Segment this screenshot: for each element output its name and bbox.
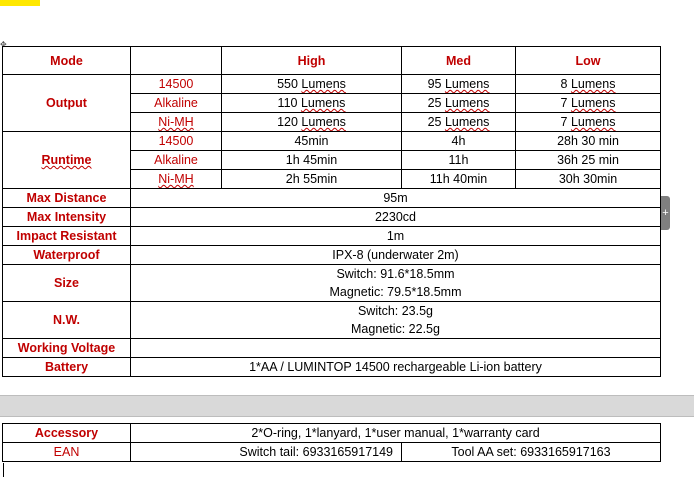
- output-low-cell: [516, 94, 661, 113]
- output-low-value: 7 Lumens: [560, 115, 616, 129]
- table-row: [3, 358, 661, 377]
- output-med-cell: [402, 75, 516, 94]
- ean-label: EAN: [3, 443, 131, 462]
- output-high-cell: [222, 113, 402, 132]
- output-low-cell: [516, 113, 661, 132]
- size-label: Size: [3, 265, 131, 302]
- table-move-handle-icon[interactable]: ✥: [0, 40, 7, 49]
- runtime-label: Runtime: [41, 153, 92, 167]
- unit-word: Lumens: [444, 96, 490, 110]
- table-row: [3, 302, 661, 339]
- output-high-cell: [222, 94, 402, 113]
- unit-word: Lumens: [570, 115, 616, 129]
- runtime-med-cell: 11h: [402, 151, 516, 170]
- runtime-label-cell: [3, 132, 131, 189]
- add-column-tab[interactable]: +: [661, 196, 670, 230]
- runtime-type-value: Ni-MH: [158, 172, 194, 186]
- nw-label: N.W.: [3, 302, 131, 339]
- runtime-med-cell: 11h 40min: [402, 170, 516, 189]
- unit-word: Lumens: [444, 115, 490, 129]
- runtime-low-cell: 36h 25 min: [516, 151, 661, 170]
- max-distance-label: Max Distance: [3, 189, 131, 208]
- output-med-value: 25 Lumens: [427, 96, 490, 110]
- output-high-cell: [222, 75, 402, 94]
- runtime-type-cell: 14500: [131, 132, 222, 151]
- mode-header: Mode: [3, 47, 131, 75]
- runtime-high-cell: 45min: [222, 132, 402, 151]
- size-value-cell: [131, 265, 661, 302]
- page-break-band: [0, 395, 694, 417]
- max-intensity-value: 2230cd: [131, 208, 661, 227]
- output-low-cell: [516, 75, 661, 94]
- output-med-cell: [402, 94, 516, 113]
- max-distance-value: 95m: [131, 189, 661, 208]
- accessory-value: 2*O-ring, 1*lanyard, 1*user manual, 1*warranty card: [131, 424, 661, 443]
- unit-word: Lumens: [301, 115, 346, 129]
- med-header: Med: [402, 47, 516, 75]
- low-header: Low: [516, 47, 661, 75]
- unit-word: Lumens: [444, 77, 490, 91]
- table-row: [3, 132, 661, 151]
- table-row: [3, 75, 661, 94]
- output-high-value: 120 Lumens: [277, 115, 346, 129]
- voltage-label: Working Voltage: [3, 339, 131, 358]
- high-header: High: [222, 47, 402, 75]
- output-low-value: 8 Lumens: [560, 77, 616, 91]
- output-med-value: 25 Lumens: [427, 115, 490, 129]
- output-type-cell: Alkaline: [131, 94, 222, 113]
- unit-word: Lumens: [300, 96, 346, 110]
- output-high-value: 110 Lumens: [277, 96, 346, 110]
- unit-word: Lumens: [570, 77, 616, 91]
- size-magnetic-value: Magnetic: 79.5*18.5mm: [329, 285, 462, 299]
- unit-word: Lumens: [570, 96, 616, 110]
- table-row: [3, 443, 661, 462]
- runtime-high-cell: 1h 45min: [222, 151, 402, 170]
- voltage-value: [131, 339, 661, 358]
- table-row: [3, 424, 661, 443]
- table-row: [3, 189, 661, 208]
- impact-label: Impact Resistant: [3, 227, 131, 246]
- spec-table: [2, 46, 661, 377]
- unit-word: Lumens: [301, 77, 346, 91]
- waterproof-value: IPX-8 (underwater 2m): [131, 246, 661, 265]
- table-row: [3, 339, 661, 358]
- table-row: [3, 208, 661, 227]
- text-cursor: [3, 463, 4, 477]
- header-row: [3, 47, 661, 75]
- table-row: [3, 227, 661, 246]
- nw-switch-value: Switch: 23.5g: [357, 304, 434, 318]
- runtime-med-cell: 4h: [402, 132, 516, 151]
- accessory-table: [2, 423, 661, 462]
- nw-magnetic-value: Magnetic: 22.5g: [351, 322, 440, 336]
- ean-tool-value: Tool AA set: 6933165917163: [402, 443, 661, 462]
- output-high-value: 550 Lumens: [277, 77, 346, 91]
- table-row: [3, 265, 661, 302]
- ean-switch-value: Switch tail: 6933165917149: [131, 443, 402, 462]
- output-type-cell: 14500: [131, 75, 222, 94]
- battery-label: Battery: [3, 358, 131, 377]
- max-intensity-label: Max Intensity: [3, 208, 131, 227]
- runtime-low-cell: 30h 30min: [516, 170, 661, 189]
- highlight-mark: [0, 0, 40, 6]
- runtime-type-cell: [131, 170, 222, 189]
- nw-value-cell: [131, 302, 661, 339]
- output-label: Output: [3, 75, 131, 132]
- waterproof-label: Waterproof: [3, 246, 131, 265]
- size-switch-value: Switch: 91.6*18.5mm: [336, 267, 455, 281]
- runtime-high-cell: 2h 55min: [222, 170, 402, 189]
- output-med-cell: [402, 113, 516, 132]
- output-low-value: 7 Lumens: [560, 96, 616, 110]
- accessory-label: Accessory: [3, 424, 131, 443]
- runtime-low-cell: 28h 30 min: [516, 132, 661, 151]
- output-med-value: 95 Lumens: [427, 77, 490, 91]
- runtime-type-cell: Alkaline: [131, 151, 222, 170]
- output-type-value: Ni-MH: [158, 115, 194, 129]
- table-row: [3, 246, 661, 265]
- battery-value: 1*AA / LUMINTOP 14500 rechargeable Li-ion battery: [131, 358, 661, 377]
- type-header: [131, 47, 222, 75]
- output-type-cell: [131, 113, 222, 132]
- impact-value: 1m: [131, 227, 661, 246]
